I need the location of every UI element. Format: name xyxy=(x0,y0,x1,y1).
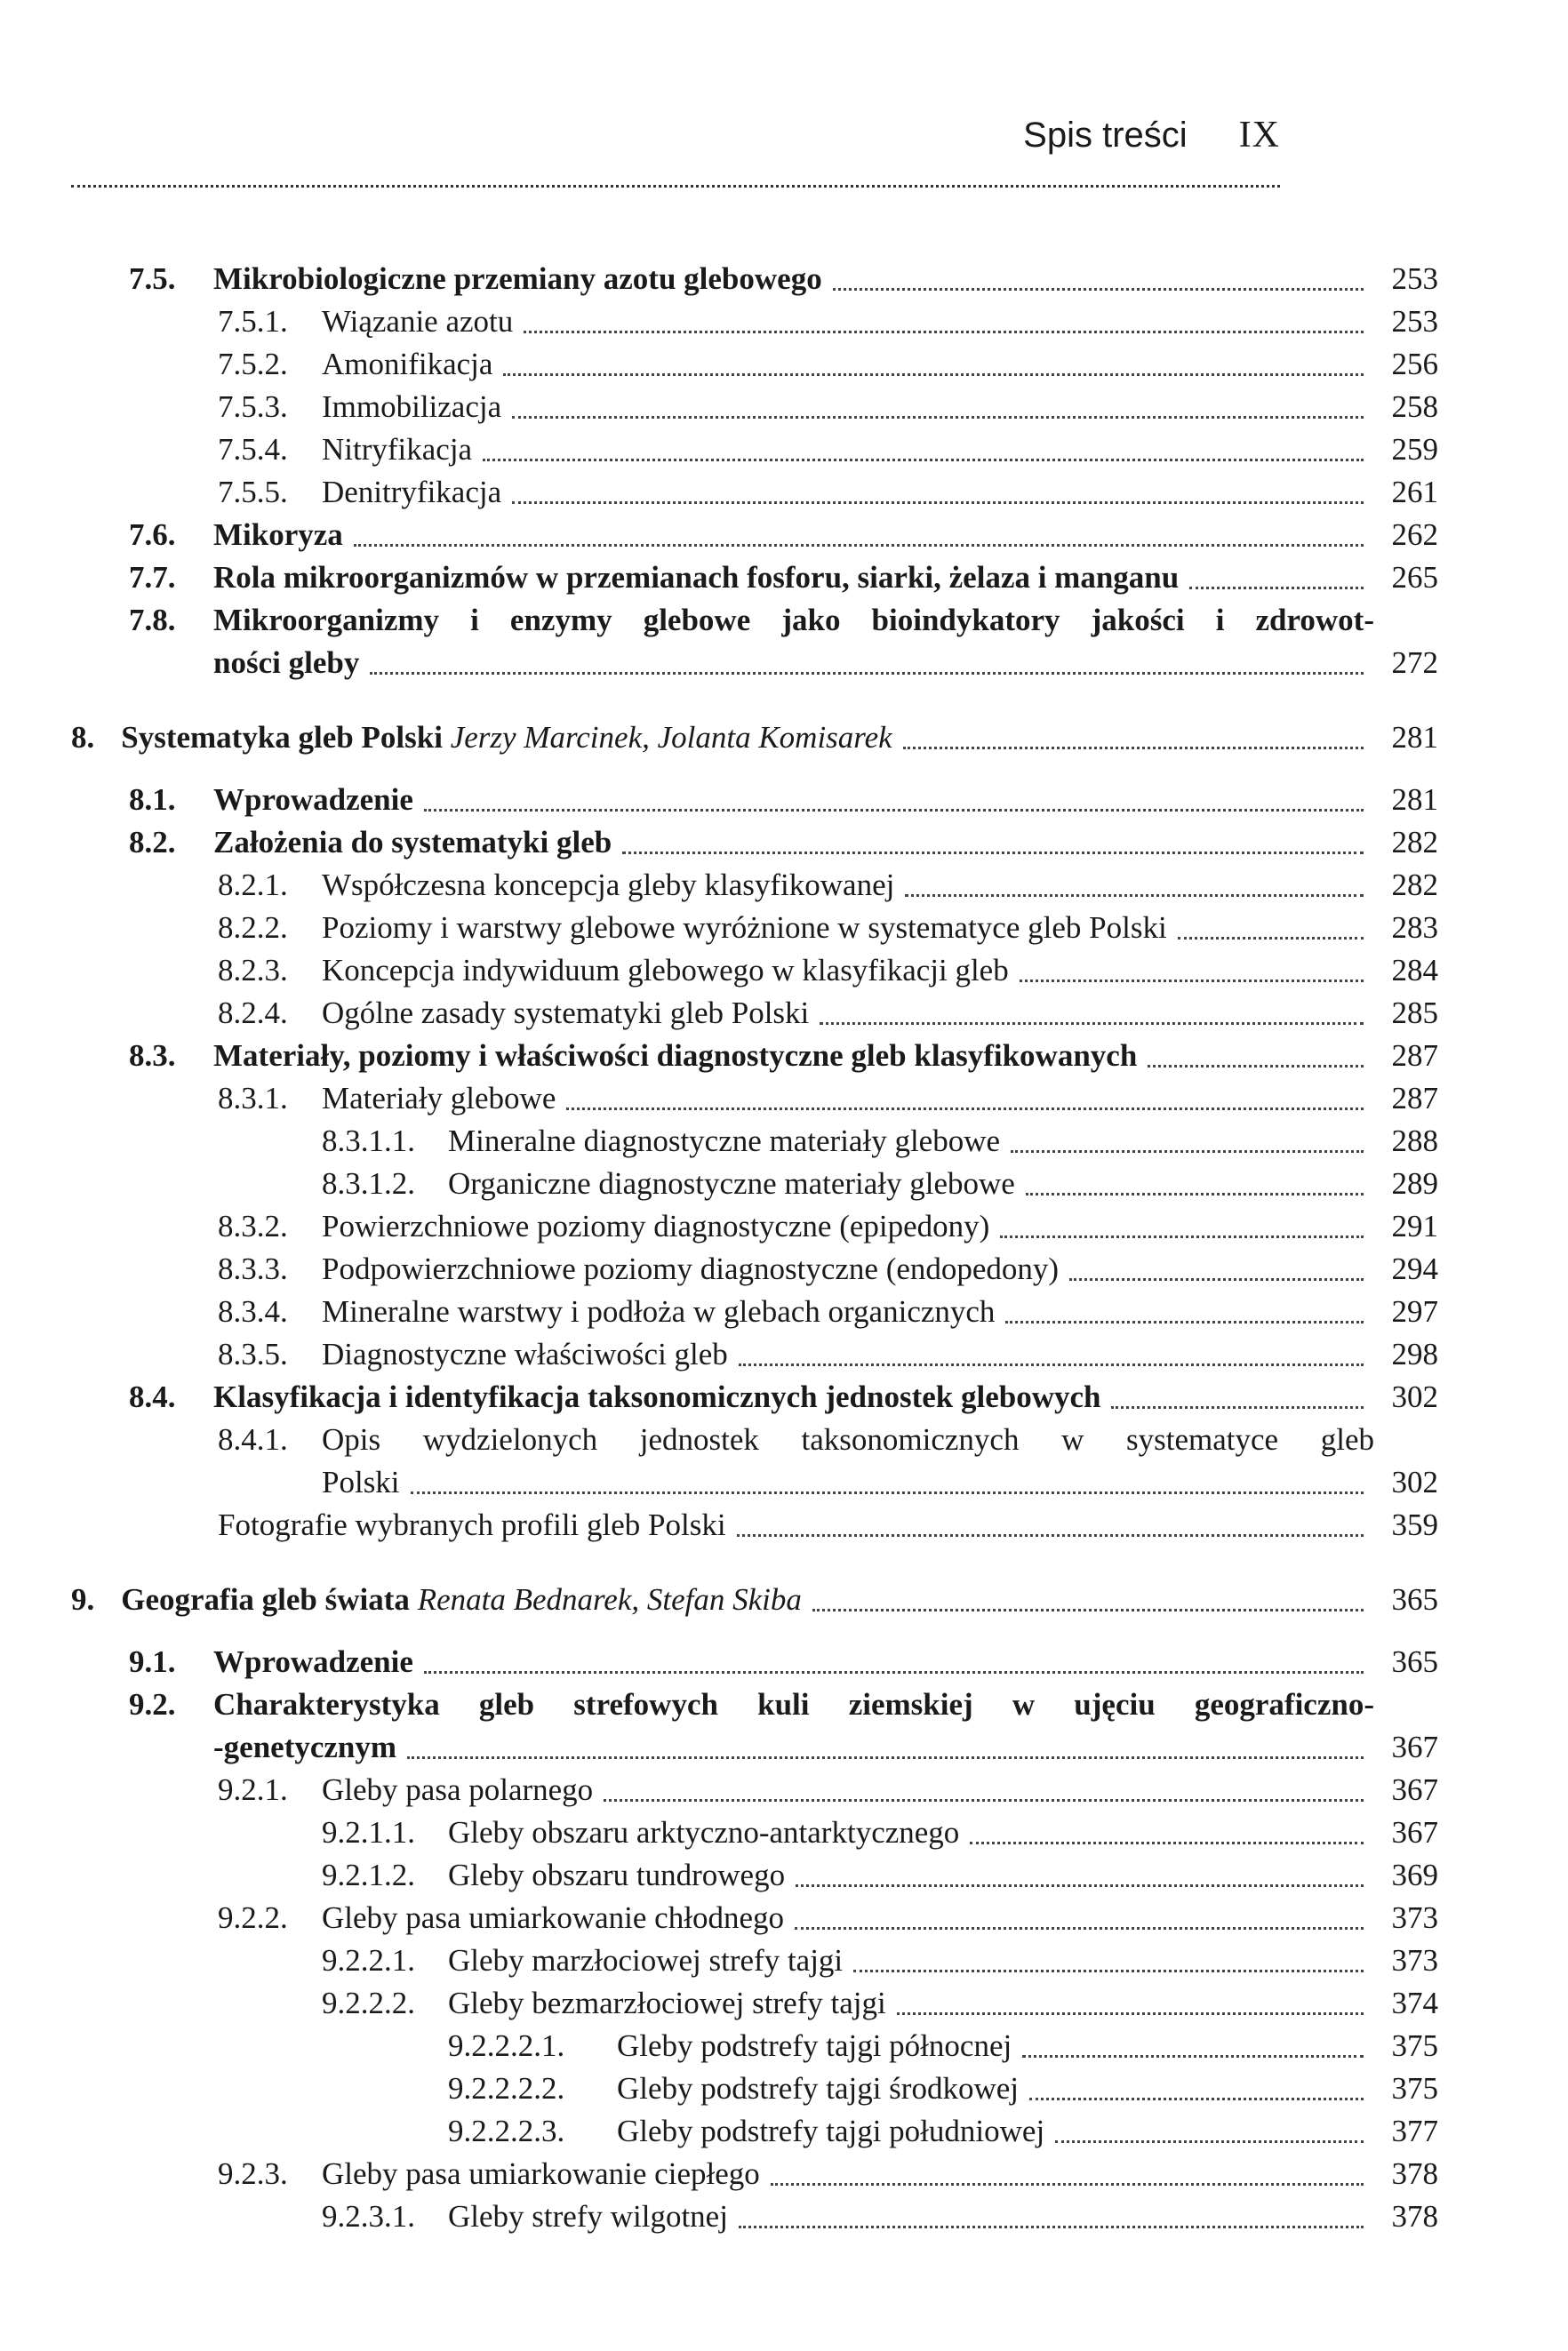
dot-leader xyxy=(1022,2055,1364,2058)
toc-page: 283 xyxy=(1391,910,1438,945)
toc-entry-7-5-4 xyxy=(71,428,1438,471)
toc-entry-8-2-2 xyxy=(71,907,1438,949)
toc-title: Założenia do systematyki gleb xyxy=(213,825,612,860)
toc-number: 7.5.4. xyxy=(218,432,288,467)
toc-page: 282 xyxy=(1391,868,1438,902)
toc-page: 261 xyxy=(1391,475,1438,509)
toc-entry-8-2-1 xyxy=(71,864,1438,907)
dot-leader xyxy=(739,2226,1364,2228)
toc-entry-7-5-1 xyxy=(71,300,1438,343)
dot-leader xyxy=(424,1671,1364,1674)
toc-title: Wiązanie azotu xyxy=(322,304,514,339)
toc-title: Mineralne diagnostyczne materiały glebowe xyxy=(448,1124,1001,1158)
toc-entry-9-2-1-1 xyxy=(71,1811,1438,1854)
toc-entry-8-2-4 xyxy=(71,992,1438,1035)
toc-title: Gleby pasa umiarkowanie ciepłego xyxy=(322,2156,760,2191)
toc-entry-7-5-5 xyxy=(71,471,1438,514)
toc-page: 373 xyxy=(1391,1943,1438,1978)
toc-number: 8.3.1. xyxy=(218,1081,288,1116)
toc-entry-7-5-3 xyxy=(71,386,1438,428)
dot-leader xyxy=(622,852,1364,854)
toc-title-continued: ności gleby xyxy=(213,645,360,680)
toc-page: 272 xyxy=(1391,645,1438,680)
dot-leader xyxy=(1029,2098,1364,2100)
toc-page: 365 xyxy=(1391,1582,1438,1617)
toc-title: Amonifikacja xyxy=(322,347,493,381)
toc-number: 9.2.1. xyxy=(218,1772,288,1807)
toc-number: 7.5.3. xyxy=(218,389,288,424)
dot-leader xyxy=(820,1022,1364,1025)
dot-leader xyxy=(905,894,1364,897)
toc-entry-7-5-2 xyxy=(71,343,1438,386)
table-of-contents xyxy=(71,258,1438,2238)
toc-number: 8. xyxy=(71,720,95,755)
dot-leader xyxy=(1011,1150,1364,1153)
dot-leader xyxy=(524,331,1364,333)
header-dotted-rule xyxy=(71,185,1280,188)
toc-number: 8.1. xyxy=(129,782,176,817)
dot-leader xyxy=(1000,1235,1364,1238)
toc-title: Geografia gleb świata Renata Bednarek, Stefan Skiba xyxy=(121,1582,802,1617)
toc-title: Gleby podstrefy tajgi północnej xyxy=(617,2028,1012,2063)
toc-entry-7-5 xyxy=(71,258,1438,300)
dot-leader xyxy=(812,1609,1364,1611)
dot-leader xyxy=(1111,1406,1364,1409)
dot-leader xyxy=(503,373,1364,376)
toc-title: Gleby marzłociowej strefy tajgi xyxy=(448,1943,844,1978)
dot-leader xyxy=(737,1534,1364,1537)
toc-page: 302 xyxy=(1391,1465,1438,1499)
toc-page: 298 xyxy=(1391,1337,1438,1371)
toc-page: 287 xyxy=(1391,1038,1438,1073)
toc-number: 9.1. xyxy=(129,1644,176,1679)
toc-title: Materiały glebowe xyxy=(322,1081,556,1116)
toc-entry-7-6 xyxy=(71,514,1438,556)
toc-page: 373 xyxy=(1391,1900,1438,1935)
toc-page: 256 xyxy=(1391,347,1438,381)
toc-page: 359 xyxy=(1391,1507,1438,1542)
toc-entry-8-3-2 xyxy=(71,1205,1438,1248)
toc-number: 9.2.2.1. xyxy=(322,1943,415,1978)
toc-page: 287 xyxy=(1391,1081,1438,1116)
toc-number: 9.2.2.2.3. xyxy=(448,2114,565,2148)
dot-leader xyxy=(512,416,1364,419)
toc-number: 7.8. xyxy=(129,603,176,637)
toc-title: Mineralne warstwy i podłoża w glebach organicznych xyxy=(322,1294,996,1329)
dot-leader xyxy=(566,1108,1364,1110)
toc-title: Poziomy i warstwy glebowe wyróżnione w systematyce gleb Polski xyxy=(322,910,1167,945)
toc-entry-9-2-2-2 xyxy=(71,1982,1438,2025)
toc-title: Wprowadzenie xyxy=(213,782,413,817)
toc-page: 289 xyxy=(1391,1166,1438,1201)
toc-number: 9.2.2.2.2. xyxy=(448,2071,565,2106)
toc-title: Gleby pasa polarnego xyxy=(322,1772,594,1807)
toc-entry-8-3-1 xyxy=(71,1077,1438,1120)
toc-page: 281 xyxy=(1391,782,1438,817)
toc-title: Charakterystyka gleb strefowych kuli ziemskiej w ujęciu geograficzno- xyxy=(213,1687,1374,1722)
toc-title: Mikroorganizmy i enzymy glebowe jako bioindykatory jakości i zdrowot- xyxy=(213,603,1374,637)
toc-entry-8-2 xyxy=(71,821,1438,864)
dot-leader xyxy=(903,747,1364,749)
dot-leader xyxy=(370,672,1364,675)
dot-leader xyxy=(1005,1321,1364,1323)
dot-leader xyxy=(411,1491,1364,1494)
dot-leader xyxy=(853,1970,1364,1972)
toc-title: Opis wydzielonych jednostek taksonomicznych w systematyce gleb xyxy=(322,1422,1374,1457)
toc-title: Mikrobiologiczne przemiany azotu glebowego xyxy=(213,261,822,296)
toc-title: Gleby pasa umiarkowanie chłodnego xyxy=(322,1900,784,1935)
toc-entry-8-3-4 xyxy=(71,1291,1438,1333)
toc-entry-9-2 xyxy=(71,1683,1438,1769)
toc-page: 375 xyxy=(1391,2028,1438,2063)
dot-leader xyxy=(796,1884,1364,1887)
toc-number: 7.7. xyxy=(129,560,176,595)
dot-leader xyxy=(512,501,1364,504)
toc-title: Diagnostyczne właściwości gleb xyxy=(322,1337,728,1371)
dot-leader xyxy=(1189,587,1364,589)
toc-number: 8.3.1.1. xyxy=(322,1124,415,1158)
toc-number: 8.4. xyxy=(129,1379,176,1414)
toc-title: Współczesna koncepcja gleby klasyfikowanej xyxy=(322,868,895,902)
toc-entry-7-8 xyxy=(71,599,1438,684)
toc-page: 365 xyxy=(1391,1644,1438,1679)
toc-entry-9-2-2-2-2 xyxy=(71,2067,1438,2110)
toc-title: Podpowierzchniowe poziomy diagnostyczne (endopedony) xyxy=(322,1251,1060,1286)
toc-page: 253 xyxy=(1391,261,1438,296)
toc-number: 8.3.4. xyxy=(218,1294,288,1329)
toc-number: 7.5.5. xyxy=(218,475,288,509)
toc-number: 8.4.1. xyxy=(218,1422,288,1457)
toc-page: 367 xyxy=(1391,1730,1438,1764)
toc-number: 8.3.5. xyxy=(218,1337,288,1371)
toc-number: 9.2.2. xyxy=(218,1900,288,1935)
toc-number: 7.5.2. xyxy=(218,347,288,381)
toc-entry-9-2-2-1 xyxy=(71,1939,1438,1982)
toc-page: 367 xyxy=(1391,1815,1438,1850)
toc-page: 265 xyxy=(1391,560,1438,595)
toc-title: Immobilizacja xyxy=(322,389,502,424)
toc-title: Gleby podstrefy tajgi południowej xyxy=(617,2114,1045,2148)
toc-entry-photos xyxy=(71,1504,1438,1547)
toc-title: Klasyfikacja i identyfikacja taksonomicznych jednostek glebowych xyxy=(213,1379,1101,1414)
toc-entry-9-2-2-2-1 xyxy=(71,2025,1438,2067)
toc-entry-8-4 xyxy=(71,1376,1438,1419)
dot-leader xyxy=(1069,1278,1364,1281)
page-header-title: Spis treści xyxy=(1023,116,1188,155)
toc-title: Rola mikroorganizmów w przemianach fosforu, siarki, żelaza i manganu xyxy=(213,560,1180,595)
toc-entry-8-3-3 xyxy=(71,1248,1438,1291)
toc-entry-9-1 xyxy=(71,1641,1438,1683)
toc-page: 378 xyxy=(1391,2156,1438,2191)
toc-number: 9. xyxy=(71,1582,95,1617)
toc-title: Ogólne zasady systematyki gleb Polski xyxy=(322,996,810,1030)
toc-title-continued: -genetycznym xyxy=(213,1730,397,1764)
dot-leader xyxy=(1026,1193,1364,1195)
toc-title-continued: Polski xyxy=(322,1465,400,1499)
toc-page: 294 xyxy=(1391,1251,1438,1286)
dot-leader xyxy=(771,2183,1364,2186)
toc-entry-9-2-2 xyxy=(71,1897,1438,1939)
toc-page: 253 xyxy=(1391,304,1438,339)
toc-entry-9-2-3 xyxy=(71,2153,1438,2195)
dot-leader xyxy=(604,1799,1364,1802)
toc-title: Systematyka gleb Polski Jerzy Marcinek, Jolanta Komisarek xyxy=(121,720,892,755)
toc-chapter-8 xyxy=(71,716,1438,759)
toc-page: 375 xyxy=(1391,2071,1438,2106)
toc-number: 8.3. xyxy=(129,1038,176,1073)
dot-leader xyxy=(970,1842,1364,1844)
toc-number: 8.3.1.2. xyxy=(322,1166,415,1201)
toc-title: Gleby strefy wilgotnej xyxy=(448,2199,728,2234)
dot-leader xyxy=(1020,980,1364,982)
toc-page: 284 xyxy=(1391,953,1438,988)
toc-entry-7-7 xyxy=(71,556,1438,599)
toc-number: 8.3.3. xyxy=(218,1251,288,1286)
dot-leader xyxy=(424,809,1364,812)
toc-number: 8.2.2. xyxy=(218,910,288,945)
dot-leader xyxy=(739,1363,1364,1366)
toc-page: 259 xyxy=(1391,432,1438,467)
toc-title: Gleby podstrefy tajgi środkowej xyxy=(617,2071,1019,2106)
dot-leader xyxy=(483,459,1364,461)
chapter-authors: Renata Bednarek, Stefan Skiba xyxy=(417,1582,802,1617)
toc-title: Mikoryza xyxy=(213,517,343,552)
toc-title: Materiały, poziomy i właściwości diagnostyczne gleb klasyfikowanych xyxy=(213,1038,1138,1073)
toc-entry-8-4-1 xyxy=(71,1419,1438,1504)
toc-number: 9.2.3.1. xyxy=(322,2199,415,2234)
dot-leader xyxy=(833,288,1364,291)
toc-page: 291 xyxy=(1391,1209,1438,1243)
toc-title: Gleby obszaru arktyczno-antarktycznego xyxy=(448,1815,960,1850)
toc-entry-8-1 xyxy=(71,779,1438,821)
toc-number: 9.2. xyxy=(129,1687,176,1722)
toc-number: 9.2.2.2.1. xyxy=(448,2028,565,2063)
toc-page: 262 xyxy=(1391,517,1438,552)
toc-number: 9.2.1.1. xyxy=(322,1815,415,1850)
toc-entry-9-2-3-1 xyxy=(71,2195,1438,2238)
toc-number: 7.6. xyxy=(129,517,176,552)
toc-page: 297 xyxy=(1391,1294,1438,1329)
toc-page: 378 xyxy=(1391,2199,1438,2234)
toc-title: Koncepcja indywiduum glebowego w klasyfikacji gleb xyxy=(322,953,1009,988)
toc-title: Gleby obszaru tundrowego xyxy=(448,1858,786,1892)
toc-page: 369 xyxy=(1391,1858,1438,1892)
toc-title: Wprowadzenie xyxy=(213,1644,413,1679)
toc-page: 377 xyxy=(1391,2114,1438,2148)
toc-entry-8-3 xyxy=(71,1035,1438,1077)
toc-entry-8-3-5 xyxy=(71,1333,1438,1376)
toc-page: 288 xyxy=(1391,1124,1438,1158)
toc-number: 8.2.1. xyxy=(218,868,288,902)
toc-number: 8.2.3. xyxy=(218,953,288,988)
toc-number: 8.2. xyxy=(129,825,176,860)
dot-leader xyxy=(795,1927,1364,1930)
toc-title: Gleby bezmarzłociowej strefy tajgi xyxy=(448,1986,886,2020)
dot-leader xyxy=(354,544,1364,547)
page-number-folio: IX xyxy=(1238,115,1280,156)
toc-entry-9-2-1-2 xyxy=(71,1854,1438,1897)
dot-leader xyxy=(1178,937,1364,940)
toc-title: Nitryfikacja xyxy=(322,432,473,467)
dot-leader xyxy=(897,2012,1364,2015)
toc-number: 8.3.2. xyxy=(218,1209,288,1243)
toc-page: 282 xyxy=(1391,825,1438,860)
toc-number: 8.2.4. xyxy=(218,996,288,1030)
toc-number: 9.2.2.2. xyxy=(322,1986,415,2020)
toc-title: Fotografie wybranych profili gleb Polski xyxy=(218,1507,726,1542)
dot-leader xyxy=(1055,2140,1364,2143)
toc-entry-8-2-3 xyxy=(71,949,1438,992)
chapter-authors: Jerzy Marcinek, Jolanta Komisarek xyxy=(450,720,892,755)
toc-page: 285 xyxy=(1391,996,1438,1030)
running-head xyxy=(71,114,1280,156)
toc-number: 7.5.1. xyxy=(218,304,288,339)
toc-chapter-9 xyxy=(71,1579,1438,1621)
toc-entry-8-3-1-2 xyxy=(71,1163,1438,1205)
toc-page: 258 xyxy=(1391,389,1438,424)
toc-page: 302 xyxy=(1391,1379,1438,1414)
toc-title: Organiczne diagnostyczne materiały glebowe xyxy=(448,1166,1015,1201)
dot-leader xyxy=(1148,1065,1364,1068)
toc-number: 9.2.1.2. xyxy=(322,1858,415,1892)
dot-leader xyxy=(407,1756,1364,1759)
toc-entry-9-2-2-2-3 xyxy=(71,2110,1438,2153)
toc-title: Powierzchniowe poziomy diagnostyczne (epipedony) xyxy=(322,1209,990,1243)
toc-entry-9-2-1 xyxy=(71,1769,1438,1811)
toc-entry-8-3-1-1 xyxy=(71,1120,1438,1163)
toc-page: 367 xyxy=(1391,1772,1438,1807)
toc-title: Denitryfikacja xyxy=(322,475,502,509)
toc-page: 374 xyxy=(1391,1986,1438,2020)
toc-number: 7.5. xyxy=(129,261,176,296)
toc-number: 9.2.3. xyxy=(218,2156,288,2191)
toc-page: 281 xyxy=(1391,720,1438,755)
